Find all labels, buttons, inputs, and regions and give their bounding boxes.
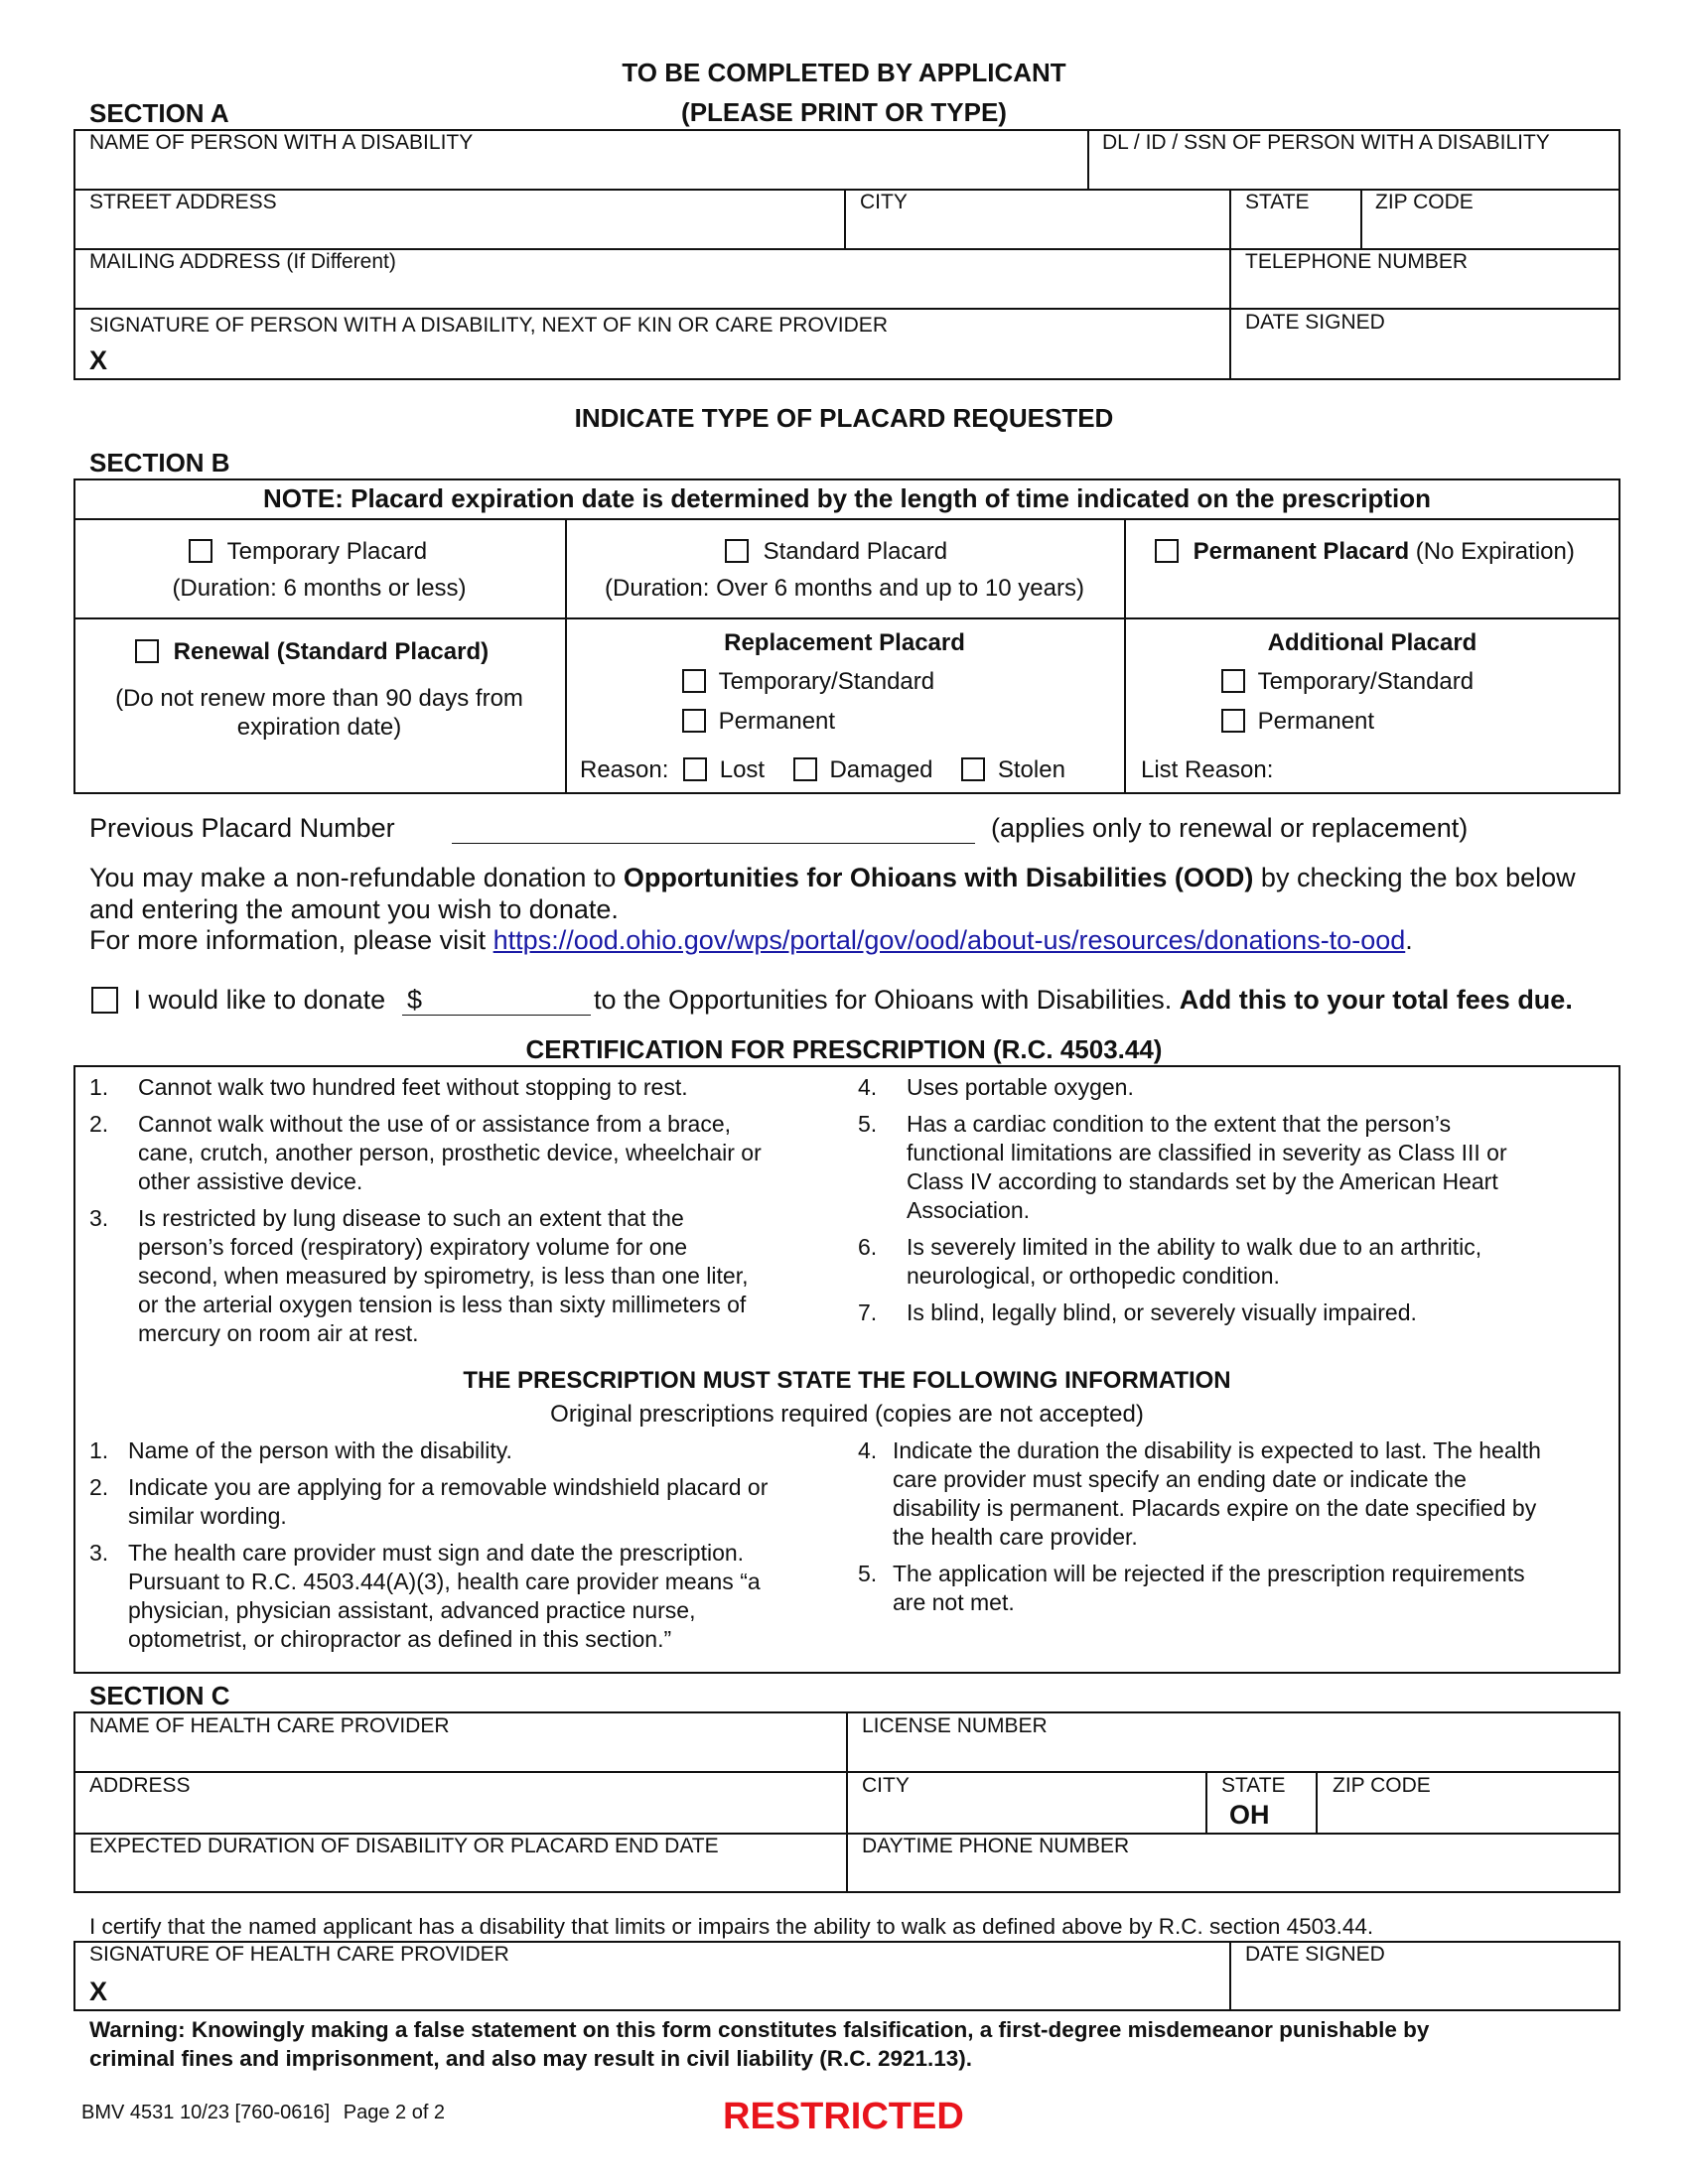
donation-text-line-1 <box>89 863 1576 893</box>
list-item-text: the health care provider. <box>893 1524 1138 1550</box>
applicant-signature-field[interactable]: SIGNATURE OF PERSON WITH A DISABILITY, NEXT OF KIN OR CARE PROVIDER <box>89 314 888 337</box>
reason-stolen-label: Stolen <box>997 756 1065 783</box>
provider-city-field[interactable]: CITY <box>862 1774 910 1797</box>
renewal-note-1: (Do not renew more than 90 days from <box>115 685 523 712</box>
zip-field[interactable]: ZIP CODE <box>1375 191 1474 213</box>
warning-line-2: criminal fines and imprisonment, and also may result in civil liability (R.C. 2921.13). <box>89 2046 973 2071</box>
permanent-placard-option[interactable] <box>1155 538 1575 566</box>
list-item-number: 4. <box>858 1074 878 1100</box>
replacement-temp-checkbox[interactable] <box>682 669 706 693</box>
list-item-number: 5. <box>858 1111 878 1137</box>
replacement-reason <box>580 756 1065 784</box>
provider-zip-field[interactable]: ZIP CODE <box>1333 1774 1431 1797</box>
list-item-text: Indicate the duration the disability is expected to last. The health <box>893 1437 1541 1463</box>
temporary-placard-checkbox[interactable] <box>189 539 212 563</box>
list-item-text: The application will be rejected if the prescription requirements <box>893 1561 1525 1586</box>
donate-to-text <box>594 985 1573 1016</box>
renewal-checkbox[interactable] <box>135 639 159 663</box>
list-item-text: care provider must specify an ending date or indicate the <box>893 1466 1467 1492</box>
list-item-text: Has a cardiac condition to the extent that the person’s <box>907 1111 1452 1137</box>
list-item-text: or the arterial oxygen tension is less than sixty millimeters of <box>138 1292 747 1317</box>
reason-lost-label: Lost <box>719 756 766 783</box>
certification-heading: CERTIFICATION FOR PRESCRIPTION (R.C. 4503.44) <box>525 1034 1163 1064</box>
prescription-heading: THE PRESCRIPTION MUST STATE THE FOLLOWING INFORMATION <box>463 1367 1231 1394</box>
reason-lost-checkbox[interactable] <box>683 757 707 781</box>
list-item-text: neurological, or orthopedic condition. <box>907 1263 1280 1289</box>
standard-placard-checkbox[interactable] <box>725 539 749 563</box>
form-number: BMV 4531 10/23 [760-0616] <box>81 2102 331 2123</box>
daytime-phone-field[interactable]: DAYTIME PHONE NUMBER <box>862 1835 1130 1857</box>
list-item-text: mercury on room air at rest. <box>138 1320 419 1346</box>
list-item-text: Cannot walk two hundred feet without stopping to rest. <box>138 1074 688 1100</box>
street-field[interactable]: STREET ADDRESS <box>89 191 277 213</box>
list-item-number: 2. <box>89 1111 109 1137</box>
list-reason-field[interactable]: List Reason: <box>1141 756 1274 783</box>
form-id <box>81 2101 445 2124</box>
list-item-text: other assistive device. <box>138 1168 363 1194</box>
standard-placard-option[interactable] <box>725 538 947 566</box>
replacement-perm-label: Permanent <box>718 708 836 735</box>
page-number: Page 2 of 2 <box>343 2102 446 2123</box>
donate-add-fees: Add this to your total fees due. <box>1179 985 1573 1015</box>
standard-placard-label: Standard Placard <box>763 538 948 565</box>
reason-label: Reason: <box>580 756 669 783</box>
donate-checkbox[interactable] <box>91 987 118 1014</box>
list-item-text: person’s forced (respiratory) expiratory volume for one <box>138 1234 688 1260</box>
donation-info-prefix: For more information, please visit <box>89 925 493 955</box>
mailing-field[interactable]: MAILING ADDRESS (If Different) <box>89 250 396 273</box>
provider-state-value: OH <box>1229 1800 1270 1830</box>
previous-placard-note: (applies only to renewal or replacement) <box>991 813 1469 843</box>
donation-info-line <box>89 925 1413 956</box>
list-item-number: 6. <box>858 1234 878 1260</box>
list-item-text: Is severely limited in the ability to walk due to an arthritic, <box>907 1234 1482 1260</box>
section-a-heading: SECTION A <box>89 98 229 128</box>
disability-duration-field[interactable]: EXPECTED DURATION OF DISABILITY OR PLACARD END DATE <box>89 1835 719 1857</box>
list-item-text: optometrist, or chiropractor as defined in this section.” <box>128 1626 672 1652</box>
standard-duration: (Duration: Over 6 months and up to 10 years) <box>605 575 1084 602</box>
list-item-number: 7. <box>858 1299 878 1325</box>
previous-placard-label: Previous Placard Number <box>89 813 395 843</box>
prescription-subheading: Original prescriptions required (copies are not accepted) <box>550 1401 1144 1428</box>
form-subtitle: (PLEASE PRINT OR TYPE) <box>681 97 1007 127</box>
reason-damaged-checkbox[interactable] <box>793 757 817 781</box>
provider-address-field[interactable]: ADDRESS <box>89 1774 191 1797</box>
list-item-text: Uses portable oxygen. <box>907 1074 1134 1100</box>
list-item-text: second, when measured by spirometry, is less than one liter, <box>138 1263 749 1289</box>
temporary-placard-label: Temporary Placard <box>226 538 428 565</box>
donation-text-1: You may make a non-refundable donation to <box>89 863 624 892</box>
donation-period: . <box>1405 925 1413 955</box>
list-item-text: similar wording. <box>128 1503 287 1529</box>
replacement-temp-option[interactable] <box>682 668 934 696</box>
list-item-number: 1. <box>89 1074 109 1100</box>
renewal-option[interactable] <box>135 638 489 666</box>
replacement-perm-checkbox[interactable] <box>682 709 706 733</box>
name-field[interactable]: NAME OF PERSON WITH A DISABILITY <box>89 131 474 154</box>
replacement-temp-label: Temporary/Standard <box>718 668 935 695</box>
donation-link[interactable]: https://ood.ohio.gov/wps/portal/gov/ood/about-us/resources/donations-to-ood <box>492 925 1406 955</box>
section-b-heading: SECTION B <box>89 448 230 478</box>
phone-field[interactable]: TELEPHONE NUMBER <box>1245 250 1469 273</box>
list-item-number: 3. <box>89 1540 109 1566</box>
donate-row <box>91 985 385 1016</box>
additional-temp-checkbox[interactable] <box>1221 669 1245 693</box>
dollar-sign: $ <box>407 985 423 1015</box>
donation-org-name: Opportunities for Ohioans with Disabilities (OOD) <box>623 863 1254 892</box>
date-signed-field[interactable]: DATE SIGNED <box>1245 311 1385 334</box>
list-item-text: cane, crutch, another person, prosthetic device, wheelchair or <box>138 1140 762 1165</box>
previous-placard-input[interactable] <box>452 843 975 844</box>
state-field[interactable]: STATE <box>1245 191 1310 213</box>
temporary-duration: (Duration: 6 months or less) <box>172 575 467 602</box>
additional-perm-label: Permanent <box>1257 708 1375 735</box>
donation-text-line-2: and entering the amount you wish to donate. <box>89 894 619 924</box>
donation-amount-input[interactable] <box>402 1015 591 1016</box>
list-item-text: Is restricted by lung disease to such an extent that the <box>138 1205 684 1231</box>
renewal-note-2: expiration date) <box>236 714 402 741</box>
permanent-placard-label: Permanent Placard <box>1193 538 1410 565</box>
placard-type-heading: INDICATE TYPE OF PLACARD REQUESTED <box>574 403 1114 433</box>
list-item-number: 2. <box>89 1474 109 1500</box>
section-c-heading: SECTION C <box>89 1681 230 1710</box>
additional-perm-option[interactable] <box>1221 708 1374 736</box>
certify-statement: I certify that the named applicant has a disability that limits or impairs the ability to walk as defined above by R.C. section 4503.44. <box>89 1914 1374 1939</box>
additional-heading: Additional Placard <box>1267 629 1477 656</box>
list-item-text: Indicate you are applying for a removable windshield placard or <box>128 1474 769 1500</box>
provider-state-field[interactable]: STATE <box>1221 1774 1286 1797</box>
expiration-note: NOTE: Placard expiration date is determined by the length of time indicated on the prescription <box>263 483 1431 513</box>
list-item-text: are not met. <box>893 1589 1015 1615</box>
list-item-text: Class IV according to standards set by the American Heart <box>907 1168 1498 1194</box>
list-item-text: disability is permanent. Placards expire on the date specified by <box>893 1495 1537 1521</box>
restricted-stamp: RESTRICTED <box>723 2096 964 2137</box>
replacement-perm-option[interactable] <box>682 708 835 736</box>
list-item-number: 4. <box>858 1437 878 1463</box>
provider-date-signed-field[interactable]: DATE SIGNED <box>1245 1943 1385 1966</box>
list-item-text: physician, physician assistant, advanced practice nurse, <box>128 1597 696 1623</box>
additional-temp-option[interactable] <box>1221 668 1474 696</box>
license-number-field[interactable]: LICENSE NUMBER <box>862 1714 1048 1737</box>
additional-perm-checkbox[interactable] <box>1221 709 1245 733</box>
list-item-number: 3. <box>89 1205 109 1231</box>
list-item-text: Name of the person with the disability. <box>128 1437 512 1463</box>
renewal-label: Renewal (Standard Placard) <box>173 638 490 665</box>
list-item-text: Pursuant to R.C. 4503.44(A)(3), health care provider means “a <box>128 1569 761 1594</box>
permanent-placard-checkbox[interactable] <box>1155 539 1179 563</box>
provider-name-field[interactable]: NAME OF HEALTH CARE PROVIDER <box>89 1714 450 1737</box>
additional-temp-label: Temporary/Standard <box>1257 668 1475 695</box>
warning-line-1: Warning: Knowingly making a false statement on this form constitutes falsification, a first-degree misdemeanor punishable by <box>89 2017 1430 2042</box>
provider-signature-field[interactable]: SIGNATURE OF HEALTH CARE PROVIDER <box>89 1943 509 1966</box>
list-item-number: 5. <box>858 1561 878 1586</box>
reason-stolen-checkbox[interactable] <box>961 757 985 781</box>
signature-mark: X <box>89 345 108 375</box>
list-item-text: Association. <box>907 1197 1031 1223</box>
replacement-heading: Replacement Placard <box>724 629 965 656</box>
temporary-placard-option[interactable] <box>189 538 427 566</box>
list-item-text: Cannot walk without the use of or assistance from a brace, <box>138 1111 732 1137</box>
donate-to-org: to the Opportunities for Ohioans with Disabilities. <box>594 985 1173 1015</box>
list-item-number: 1. <box>89 1437 109 1463</box>
donate-label: I would like to donate <box>133 985 386 1015</box>
list-item-text: The health care provider must sign and date the prescription. <box>128 1540 745 1566</box>
city-field[interactable]: CITY <box>860 191 908 213</box>
donation-text-2: by checking the box below <box>1253 863 1576 892</box>
provider-signature-mark: X <box>89 1977 108 2006</box>
reason-damaged-label: Damaged <box>829 756 933 783</box>
form-title: TO BE COMPLETED BY APPLICANT <box>622 58 1066 87</box>
list-item-text: functional limitations are classified in severity as Class III or <box>907 1140 1507 1165</box>
permanent-placard-note: (No Expiration) <box>1415 538 1575 565</box>
dl-field[interactable]: DL / ID / SSN OF PERSON WITH A DISABILITY <box>1102 131 1550 154</box>
list-item-text: Is blind, legally blind, or severely visually impaired. <box>907 1299 1417 1325</box>
